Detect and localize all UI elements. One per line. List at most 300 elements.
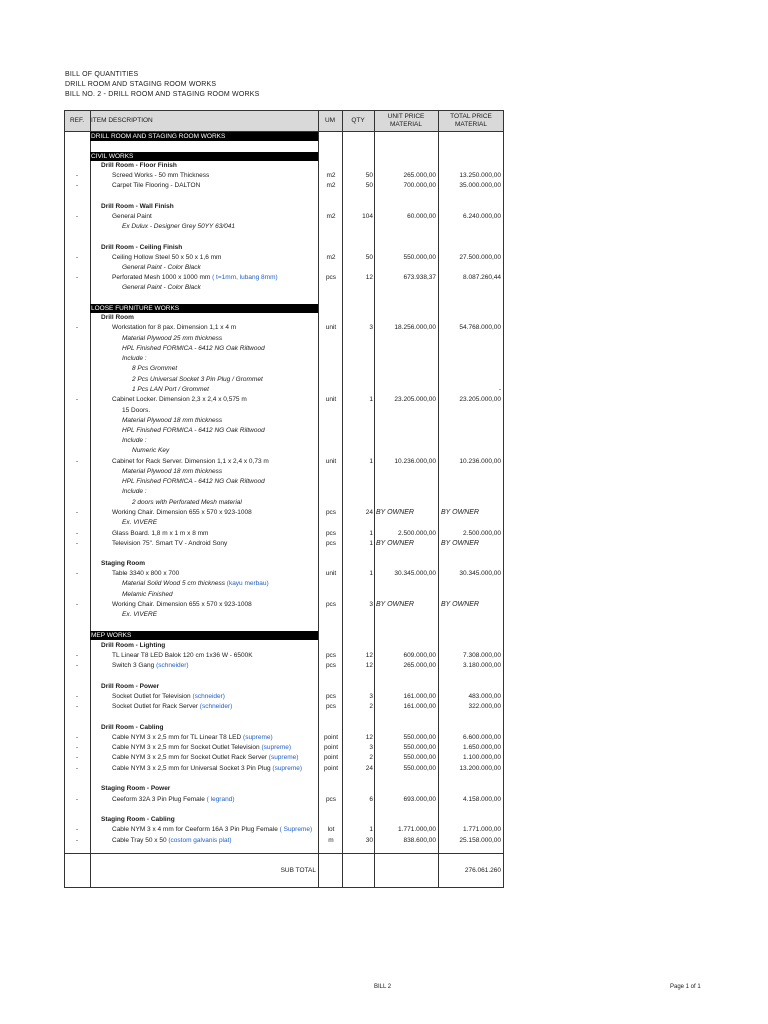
row-ref: - xyxy=(75,530,79,537)
row-ref: - xyxy=(75,458,79,465)
description-text: Melamic Finished xyxy=(122,591,173,598)
row-total-price: 27.500.000,00 xyxy=(459,254,501,261)
description-text: Drill Room - Cabling xyxy=(101,724,164,731)
row-description xyxy=(132,446,317,456)
section-header: LOOSE FURNITURE WORKS xyxy=(90,304,318,313)
row-qty: 3 xyxy=(369,324,373,331)
description-text: HPL Finished FORMICA - 6412 NG Oak Riltwood xyxy=(122,345,265,352)
row-qty: 24 xyxy=(365,765,373,772)
brand-note: (costom galvanis plat) xyxy=(166,837,232,844)
table-row xyxy=(64,181,504,191)
row-qty: 12 xyxy=(365,734,373,741)
description-text: Material Plywood 18 mm thickness xyxy=(122,417,223,424)
row-total-price: 2.500.000,00 xyxy=(463,530,501,537)
grid-line xyxy=(64,853,504,854)
row-qty: 3 xyxy=(369,693,373,700)
description-text: Ex. VIVERE xyxy=(122,611,158,618)
row-ref: - xyxy=(75,734,79,741)
row-description xyxy=(122,467,317,477)
row-total-price: 10.236.000,00 xyxy=(459,458,501,465)
description-text: Ceiling Hollow Steel 50 x 50 x 1,6 mm xyxy=(112,254,222,261)
subtotal-value: 276.061.260 xyxy=(464,867,501,874)
group-heading xyxy=(101,161,317,171)
row-description xyxy=(112,743,317,753)
row-qty: 50 xyxy=(365,172,373,179)
description-text: Drill Room xyxy=(101,314,134,321)
row-um: pcs xyxy=(325,530,337,537)
table-row xyxy=(64,600,504,610)
description-text: Television 75". Smart TV - Android Sony xyxy=(112,540,228,547)
row-ref: - xyxy=(75,540,79,547)
row-unit-price: 838.600,00 xyxy=(403,837,436,844)
row-unit-price: 10.236.000,00 xyxy=(394,458,436,465)
row-description xyxy=(122,590,317,600)
row-description xyxy=(112,323,317,333)
description-text: Ex. VIVERE xyxy=(122,519,158,526)
table-row xyxy=(64,743,504,753)
row-ref: - xyxy=(75,754,79,761)
group-heading xyxy=(101,313,317,323)
table-row xyxy=(64,651,504,661)
table-row xyxy=(64,436,504,446)
group-heading xyxy=(101,784,317,794)
description-text: Drill Room - Lighting xyxy=(101,642,166,649)
description-text: 15 Doors. xyxy=(122,407,151,414)
group-heading xyxy=(101,723,317,733)
row-total-price: 6.600.000,00 xyxy=(463,734,501,741)
row-description xyxy=(122,518,317,528)
table-row xyxy=(64,559,504,569)
row-ref: - xyxy=(75,213,79,220)
row-um: m2 xyxy=(326,182,336,189)
row-total-price: 6.240.000,00 xyxy=(463,213,501,220)
row-um: m2 xyxy=(326,172,336,179)
table-row xyxy=(64,467,504,477)
table-row xyxy=(64,406,504,416)
description-text: 1 Pcs LAN Port / Grommet xyxy=(132,386,209,393)
row-qty: 1 xyxy=(369,570,373,577)
description-text: Staging Room xyxy=(101,560,146,567)
description-text: HPL Finished FORMICA - 6412 NG Oak Riltwood xyxy=(122,478,265,485)
table-row xyxy=(64,334,504,344)
row-description xyxy=(132,498,317,508)
row-qty: 50 xyxy=(365,182,373,189)
row-description xyxy=(112,764,317,774)
row-unit-price: 693.000,00 xyxy=(403,796,436,803)
table-row xyxy=(64,395,504,405)
table-row xyxy=(64,273,504,283)
table-row xyxy=(64,323,504,333)
brand-note: (supreme) xyxy=(270,765,303,772)
row-ref: - xyxy=(75,324,79,331)
description-text: Switch 3 Gang xyxy=(112,662,155,669)
row-total-price: 7.308.000,00 xyxy=(463,652,501,659)
row-ref: - xyxy=(75,509,79,516)
row-unit-price: 1.771.000,00 xyxy=(398,826,436,833)
row-qty: 104 xyxy=(362,213,373,220)
description-text: Carpet Tile Flooring - DALTON xyxy=(112,182,201,189)
table-row xyxy=(64,815,504,825)
row-description xyxy=(112,836,317,846)
table-row xyxy=(64,202,504,212)
table-row xyxy=(64,283,504,293)
row-description xyxy=(112,692,317,702)
grid-line xyxy=(64,110,504,111)
row-description xyxy=(122,283,317,293)
description-text: 2 doors with Perforated Mesh material xyxy=(132,499,242,506)
row-um: pcs xyxy=(325,509,337,516)
row-description xyxy=(112,795,317,805)
row-description xyxy=(122,610,317,620)
row-um: unit xyxy=(325,324,337,331)
description-text: Working Chair. Dimension 655 x 570 x 923-1008 xyxy=(112,509,252,516)
row-description xyxy=(132,385,317,395)
row-description xyxy=(112,457,317,467)
description-text: General Paint - Color Black xyxy=(122,264,201,271)
row-unit-price: 60.000,00 xyxy=(407,213,436,220)
row-description xyxy=(122,354,317,364)
group-heading xyxy=(101,202,317,212)
description-text: Perforated Mesh 1000 x 1000 mm xyxy=(112,274,211,281)
table-row xyxy=(64,764,504,774)
table-row xyxy=(64,375,504,385)
row-description xyxy=(122,344,317,354)
row-qty: 2 xyxy=(369,754,373,761)
description-text: Include : xyxy=(122,355,147,362)
row-um: lot xyxy=(327,826,335,833)
row-unit-price: 550.000,00 xyxy=(403,765,436,772)
description-text: 8 Pcs Grommet xyxy=(132,365,178,372)
row-description xyxy=(112,181,317,191)
row-unit-price: 550.000,00 xyxy=(403,734,436,741)
row-total-price: BY OWNER xyxy=(441,601,479,608)
description-text: Cable NYM 3 x 2,5 mm for Universal Socket 3 Pin Plug xyxy=(112,765,271,772)
table-row xyxy=(64,498,504,508)
description-text: Cabinet Locker. Dimension 2,3 x 2,4 x 0,575 m xyxy=(112,396,247,403)
description-text: 2 Pcs Universal Socket 3 Pin Plug / Grommet xyxy=(132,376,263,383)
row-um: pcs xyxy=(325,601,337,608)
row-description xyxy=(112,273,317,283)
row-ref: - xyxy=(75,703,79,710)
table-row xyxy=(64,518,504,528)
description-text: Screed Works - 50 mm Thickness xyxy=(112,172,210,179)
row-unit-price: 673.938,37 xyxy=(403,274,436,281)
row-unit-price: 18.256.000,00 xyxy=(394,324,436,331)
brand-note: (kayu merbau) xyxy=(224,580,269,587)
table-row xyxy=(64,344,504,354)
table-row xyxy=(64,579,504,589)
row-qty: 1 xyxy=(369,396,373,403)
row-total-price: 13.200.000,00 xyxy=(459,765,501,772)
bill-table xyxy=(64,110,504,888)
table-row xyxy=(64,529,504,539)
brand-note: ( legrand) xyxy=(204,796,235,803)
table-row xyxy=(64,795,504,805)
table-row xyxy=(64,446,504,456)
table-row xyxy=(64,641,504,651)
row-unit-price: 265.000,00 xyxy=(403,172,436,179)
row-ref: - xyxy=(75,765,79,772)
row-unit-price: 161.000,00 xyxy=(403,703,436,710)
footer-page: Page 1 of 1 xyxy=(670,984,701,990)
col-header-description: ITEM DESCRIPTION xyxy=(90,110,318,131)
description-text: Working Chair. Dimension 655 x 570 x 923-1008 xyxy=(112,601,252,608)
table-row xyxy=(64,477,504,487)
description-text: Staging Room - Cabling xyxy=(101,816,175,823)
description-text: Ceeform 32A 3 Pin Plug Female xyxy=(112,796,205,803)
table-row xyxy=(64,733,504,743)
group-heading xyxy=(101,559,317,569)
row-description xyxy=(132,364,317,374)
row-unit-price: 609.000,00 xyxy=(403,652,436,659)
row-ref: - xyxy=(75,826,79,833)
description-text: Workstation for 8 pax. Dimension 1,1 x 4 m xyxy=(112,324,237,331)
description-text: Numeric Key xyxy=(132,447,170,454)
table-row xyxy=(64,354,504,364)
row-unit-price: 700.000,00 xyxy=(403,182,436,189)
row-description xyxy=(122,487,317,497)
row-um: m xyxy=(328,837,334,844)
row-um: m2 xyxy=(326,213,336,220)
row-unit-price: BY OWNER xyxy=(376,509,414,516)
row-unit-price: BY OWNER xyxy=(376,601,414,608)
row-total-price: 8.087.260,44 xyxy=(463,274,501,281)
row-description xyxy=(112,529,317,539)
description-text: Drill Room - Floor Finish xyxy=(101,162,177,169)
table-row xyxy=(64,539,504,549)
row-um: pcs xyxy=(325,693,337,700)
brand-note: (schneider) xyxy=(197,703,233,710)
row-description xyxy=(112,508,317,518)
group-heading xyxy=(101,641,317,651)
table-row xyxy=(64,487,504,497)
row-qty: 3 xyxy=(369,601,373,608)
row-unit-price: 550.000,00 xyxy=(403,254,436,261)
row-qty: 6 xyxy=(369,796,373,803)
row-ref: - xyxy=(75,172,79,179)
row-qty: 1 xyxy=(369,530,373,537)
row-total-price: BY OWNER xyxy=(441,509,479,516)
description-text: Table 3340 x 800 x 700 xyxy=(112,570,180,577)
row-qty: 30 xyxy=(365,837,373,844)
table-row xyxy=(64,702,504,712)
row-um: pcs xyxy=(325,796,337,803)
group-heading xyxy=(101,682,317,692)
row-total-price: 1.100.000,00 xyxy=(463,754,501,761)
table-row xyxy=(64,661,504,671)
row-description xyxy=(122,263,317,273)
description-text: General Paint xyxy=(112,213,152,220)
table-row xyxy=(64,825,504,835)
row-total-price: 25.158.000,00 xyxy=(459,837,501,844)
row-total-price: 322.000,00 xyxy=(468,703,501,710)
row-unit-price: 2.500.000,00 xyxy=(398,530,436,537)
row-total-price: 23.205.000,00 xyxy=(459,396,501,403)
row-description xyxy=(122,579,317,589)
table-row xyxy=(64,161,504,171)
table-row xyxy=(64,253,504,263)
table-row xyxy=(64,692,504,702)
description-text: Cable NYM 3 x 2,5 mm for TL Linear T8 LED xyxy=(112,734,242,741)
table-row xyxy=(64,243,504,253)
row-um: point xyxy=(323,765,339,772)
row-description xyxy=(112,569,317,579)
row-um: pcs xyxy=(325,540,337,547)
row-qty: 24 xyxy=(365,509,373,516)
brand-note: ( Supreme) xyxy=(277,826,313,833)
footer-bill: BILL 2 xyxy=(374,984,392,990)
row-total-price: 3.180.000,00 xyxy=(463,662,501,669)
description-text: Drill Room - Wall Finish xyxy=(101,203,174,210)
row-um: point xyxy=(323,754,339,761)
description-text: Cable NYM 3 x 2,5 mm for Socket Outlet Television xyxy=(112,744,260,751)
brand-note: ( t=1mm, lubang 8mm) xyxy=(210,274,278,281)
row-qty: 2 xyxy=(369,703,373,710)
row-um: pcs xyxy=(325,662,337,669)
col-header-unit-price: UNIT PRICE MATERIAL xyxy=(374,110,438,131)
col-header-qty: QTY xyxy=(342,110,374,131)
row-ref: - xyxy=(75,182,79,189)
row-description xyxy=(112,661,317,671)
row-qty: 12 xyxy=(365,652,373,659)
row-ref: - xyxy=(75,254,79,261)
description-text: Socket Outlet for Television xyxy=(112,693,191,700)
row-description xyxy=(132,375,317,385)
row-description xyxy=(122,222,317,232)
row-description xyxy=(122,477,317,487)
description-text: Material Solid Wood 5 cm thickness xyxy=(122,580,225,587)
description-text: Socket Outlet for Rack Server xyxy=(112,703,198,710)
row-total-price: 35.000.000,00 xyxy=(459,182,501,189)
row-total-price: - xyxy=(498,386,501,393)
table-row xyxy=(64,416,504,426)
description-text: Drill Room - Ceiling Finish xyxy=(101,244,183,251)
row-unit-price: 30.345.000,00 xyxy=(394,570,436,577)
row-qty: 12 xyxy=(365,662,373,669)
description-text: Drill Room - Power xyxy=(101,683,160,690)
row-total-price: 4.158.000,00 xyxy=(463,796,501,803)
row-description xyxy=(112,651,317,661)
table-row xyxy=(64,171,504,181)
row-um: unit xyxy=(325,570,337,577)
row-qty: 3 xyxy=(369,744,373,751)
row-ref: - xyxy=(75,396,79,403)
description-text: Cable Tray 50 x 50 xyxy=(112,837,167,844)
row-qty: 1 xyxy=(369,540,373,547)
row-unit-price: 161.000,00 xyxy=(403,693,436,700)
row-total-price: 1.650.000,00 xyxy=(463,744,501,751)
row-description xyxy=(112,733,317,743)
brand-note: (schneider) xyxy=(190,693,225,700)
table-row xyxy=(64,426,504,436)
row-description xyxy=(112,395,317,405)
description-text: TL Linear T8 LED Balok 120 cm 1x36 W - 6500K xyxy=(112,652,253,659)
table-row xyxy=(64,212,504,222)
brand-note: (schneider) xyxy=(154,662,189,669)
group-heading xyxy=(101,815,317,825)
brand-note: (supreme) xyxy=(241,734,273,741)
col-header-um: UM xyxy=(318,110,342,131)
row-um: point xyxy=(323,734,339,741)
grid-line xyxy=(64,887,504,888)
row-um: point xyxy=(323,744,339,751)
row-description xyxy=(112,539,317,549)
row-unit-price: 550.000,00 xyxy=(403,754,436,761)
row-qty: 12 xyxy=(365,274,373,281)
row-um: pcs xyxy=(325,652,337,659)
row-description xyxy=(122,436,317,446)
col-header-ref: REF. xyxy=(64,110,90,131)
description-text: Material Plywood 18 mm thickness xyxy=(122,468,223,475)
section-header: MEP WORKS xyxy=(90,631,318,640)
table-row xyxy=(64,610,504,620)
table-row xyxy=(64,364,504,374)
description-text: General Paint - Color Black xyxy=(122,284,201,291)
table-row xyxy=(64,682,504,692)
header-subtitle: DRILL ROOM AND STAGING ROOM WORKS xyxy=(65,81,217,88)
row-ref: - xyxy=(75,796,79,803)
row-ref: - xyxy=(75,570,79,577)
row-description xyxy=(112,825,317,835)
row-qty: 1 xyxy=(369,826,373,833)
row-description xyxy=(122,334,317,344)
row-ref: - xyxy=(75,274,79,281)
description-text: Cable NYM 3 x 4 mm for Ceeform 16A 3 Pin Plug Female xyxy=(112,826,278,833)
row-um: pcs xyxy=(325,274,337,281)
row-unit-price: BY OWNER xyxy=(376,540,414,547)
row-total-price: 483.000,00 xyxy=(468,693,501,700)
row-total-price: 54.768.000,00 xyxy=(459,324,501,331)
row-description xyxy=(112,253,317,263)
row-ref: - xyxy=(75,744,79,751)
description-text: Material Plywood 25 mm thickness xyxy=(122,335,223,342)
subtotal-label: SUB TOTAL xyxy=(280,867,316,874)
row-total-price: BY OWNER xyxy=(441,540,479,547)
table-row xyxy=(64,263,504,273)
row-ref: - xyxy=(75,601,79,608)
row-ref: - xyxy=(75,693,79,700)
description-text: Cable NYM 3 x 2,5 mm for Socket Outlet Rack Server xyxy=(112,754,267,761)
row-ref: - xyxy=(75,652,79,659)
table-row xyxy=(64,313,504,323)
row-um: unit xyxy=(325,458,337,465)
description-text: Include : xyxy=(122,488,147,495)
row-description xyxy=(112,171,317,181)
row-um: unit xyxy=(325,396,337,403)
row-um: m2 xyxy=(326,254,336,261)
description-text: Ex Dulux - Designer Grey 50YY 63/041 xyxy=(122,223,235,230)
row-ref: - xyxy=(75,837,79,844)
description-text: Include : xyxy=(122,437,147,444)
row-qty: 50 xyxy=(365,254,373,261)
row-total-price: 30.345.000,00 xyxy=(459,570,501,577)
table-row xyxy=(64,508,504,518)
section-header: DRILL ROOM AND STAGING ROOM WORKS xyxy=(90,132,318,141)
row-description xyxy=(112,600,317,610)
table-row xyxy=(64,723,504,733)
description-text: Glass Board. 1,8 m x 1 m x 8 mm xyxy=(112,530,209,537)
table-row xyxy=(64,385,504,395)
table-row xyxy=(64,457,504,467)
table-row xyxy=(64,222,504,232)
row-total-price: 13.250.000,00 xyxy=(459,172,501,179)
row-total-price: 1.771.000,00 xyxy=(463,826,501,833)
description-text: Cabinet for Rack Server. Dimension 1,1 x 2,4 x 0,73 m xyxy=(112,458,269,465)
row-qty: 1 xyxy=(369,458,373,465)
description-text: HPL Finished FORMICA - 6412 NG Oak Riltwood xyxy=(122,427,265,434)
brand-note: (supreme) xyxy=(259,744,292,751)
row-description xyxy=(122,426,317,436)
